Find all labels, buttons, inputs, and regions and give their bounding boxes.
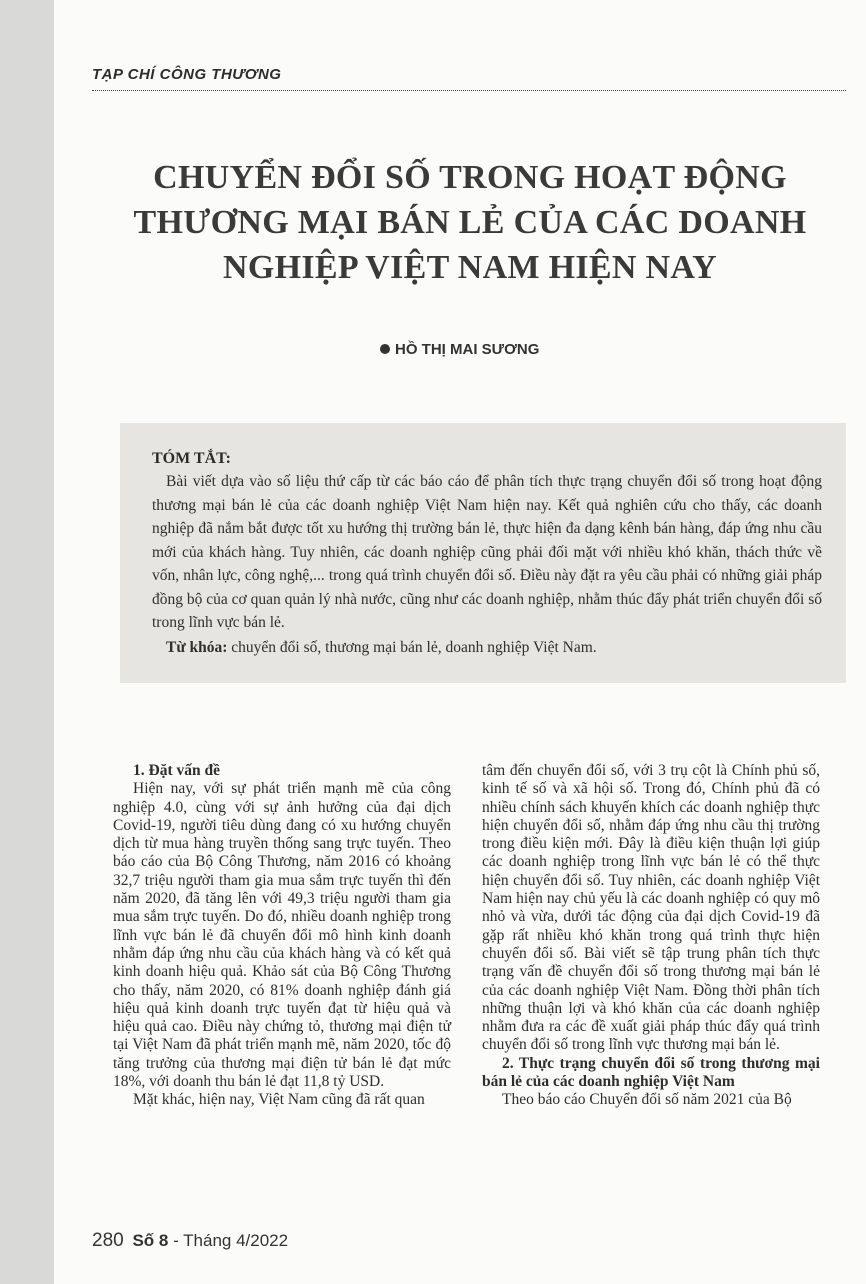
article-title: CHUYỂN ĐỔI SỐ TRONG HOẠT ĐỘNG THƯƠNG MẠI BÁN LẺ CỦA CÁC DOANH NGHIỆP VIỆT NAM HIỆN NAY: [133, 159, 807, 286]
keywords-label: Từ khóa:: [166, 639, 228, 656]
left-column: [113, 762, 451, 1110]
footer-separator: -: [168, 1231, 184, 1250]
section-1-heading: 1. Đặt vấn đề: [133, 762, 220, 779]
author-line: [380, 341, 539, 358]
journal-name: TẠP CHÍ CÔNG THƯƠNG: [92, 66, 282, 83]
issue-number: Số 8: [132, 1231, 169, 1250]
keywords: [152, 636, 832, 659]
abstract-text: Bài viết dựa vào số liệu thứ cấp từ các báo cáo để phân tích thực trạng chuyển đổi số trong hoạt động thương mại bán lẻ của các doanh nghiệp Việt Nam hiện nay. Kết quả nghiên cứu cho thấy, các doanh nghiệp đã nắm bắt được tốt xu hướng thị trường bán lẻ, thực hiện đa dạng kênh bán hàng, đáp ứng nhu cầu mới của khách hàng. Tuy nhiên, các doanh nghiệp cũng phải đối mặt với nhiều khó khăn, thách thức về vốn, nhân lực, công nghệ,... trong quá trình chuyển đổi số. Điều này đặt ra yêu cầu phải có những giải pháp đồng bộ của cơ quan quản lý nhà nước, cũng như các doanh nghiệp, nhằm thúc đẩy phát triển chuyển đổi số trong lĩnh vực bán lẻ.: [152, 473, 822, 631]
paragraph: Hiện nay, với sự phát triển mạnh mẽ của công nghiệp 4.0, cùng với sự ảnh hưởng của đại dịch Covid-19, người tiêu dùng đang có xu hướng chuyển dịch từ mua hàng truyền thống sang trực tuyến. Theo báo cáo của Bộ Công Thương, năm 2016 có khoảng 32,7 triệu người tham gia mua sắm trực tuyến thì đến năm 2020, đã tăng lên với 49,3 triệu người tham gia mua sắm trực tuyến. Do đó, nhiều doanh nghiệp trong lĩnh vực bán lẻ đã chuyển đổi mô hình kinh doanh nhằm đáp ứng nhu cầu của khách hàng và có kết quả kinh doanh hiệu quả. Khảo sát của Bộ Công Thương cho thấy, năm 2020, có 81% doanh nghiệp đánh giá hiệu quả kinh doanh trực tuyến đạt từ hiệu quả và hiệu quả cao. Điều này chứng tỏ, thương mại điện tử tại Việt Nam đã phát triển mạnh mẽ, năm 2020, tốc độ tăng trưởng của thương mại điện tử bán lẻ đạt mức 18%, với doanh thu bán lẻ đạt 11,8 tỷ USD.: [113, 780, 451, 1091]
abstract-heading: TÓM TẮT:: [152, 450, 231, 467]
paragraph: Mặt khác, hiện nay, Việt Nam cũng đã rất quan: [133, 1091, 425, 1109]
header-rule: [92, 90, 846, 91]
bullet-icon: [380, 344, 390, 354]
right-column: [482, 762, 820, 1110]
paragraph: Theo báo cáo Chuyển đổi số năm 2021 của Bộ: [502, 1091, 792, 1109]
paragraph: tâm đến chuyển đổi số, với 3 trụ cột là Chính phủ số, kinh tế số và xã hội số. Trong đó, Chính phủ đã có nhiều chính sách khuyến khích các doanh nghiệp thực hiện chuyển đổi số, nhằm đáp ứng nhu cầu thị trường trong điều kiện mới. Đây là điều kiện thuận lợi giúp các doanh nghiệp trong lĩnh vực bán lẻ có thể thực hiện chuyển đổi số. Tuy nhiên, các doanh nghiệp Việt Nam hiện nay chủ yếu là các doanh nghiệp có quy mô nhỏ và vừa, dưới tác động của đại dịch Covid-19 đã gặp rất nhiều khó khăn trong quá trình thực hiện chuyển đổi số. Bài viết sẽ tập trung phân tích thực trạng vấn đề chuyển đổi số trong thương mại bán lẻ của các doanh nghiệp Việt Nam. Đồng thời phân tích những thuận lợi và khó khăn của các doanh nghiệp nhằm đưa ra các đề xuất giải pháp thúc đẩy quá trình chuyển đổi số trong lĩnh vực thương mại bán lẻ.: [482, 762, 820, 1054]
page-footer: [92, 1230, 288, 1252]
section-2-heading: 2. Thực trạng chuyển đổi số trong thương mại bán lẻ của các doanh nghiệp Việt Nam: [482, 1054, 820, 1091]
author-name: HỒ THỊ MAI SƯƠNG: [395, 341, 540, 358]
issue-date: Tháng 4/2022: [183, 1231, 289, 1250]
page-number: 280: [92, 1230, 124, 1251]
keywords-text: chuyển đổi số, thương mại bán lẻ, doanh nghiệp Việt Nam.: [227, 639, 597, 656]
